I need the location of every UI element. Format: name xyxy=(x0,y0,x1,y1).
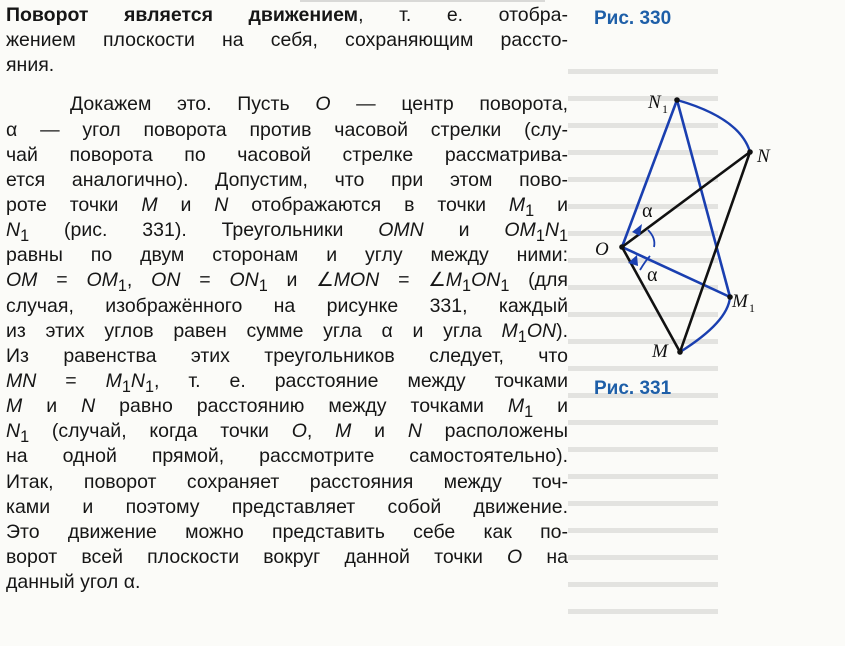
text-run: ется аналогично). Допустим, что при этом пово- xyxy=(6,168,568,191)
text-line-13 xyxy=(6,319,568,344)
angle-arc-top xyxy=(648,230,654,247)
text-run: и xyxy=(534,193,569,216)
math-var: OM xyxy=(6,269,38,292)
text-run: = xyxy=(36,369,106,392)
text-run: и xyxy=(533,395,568,418)
math-var: M xyxy=(141,193,158,216)
math-var: ON xyxy=(526,319,557,342)
text-run: , т. е. расстояние между точками xyxy=(154,369,568,392)
text-line-18 xyxy=(6,444,568,469)
text-line-23 xyxy=(6,570,568,595)
text-line-4 xyxy=(6,92,568,117)
text-run: ками и поэтому представляет собой движение. xyxy=(6,495,568,518)
text-run: равны по двум сторонам и углу между ними: xyxy=(6,244,568,267)
math-var: MON xyxy=(333,269,380,292)
math-var: M xyxy=(508,193,526,216)
math-var: ON xyxy=(471,269,501,292)
text-line-19 xyxy=(6,470,568,495)
math-var: ON xyxy=(229,269,259,292)
text-run: и xyxy=(22,395,82,418)
math-var: O xyxy=(507,545,523,568)
point-m xyxy=(677,349,683,355)
label-o: O xyxy=(595,239,609,260)
math-var: M xyxy=(335,420,352,443)
math-sub: 1 xyxy=(524,403,534,421)
math-var: MN xyxy=(6,369,37,392)
math-sub: 1 xyxy=(117,277,127,296)
text-run: — центр поворота, xyxy=(330,93,568,116)
segment-n1-m1 xyxy=(677,100,730,297)
text-line-7 xyxy=(6,168,568,193)
label-alpha-bottom: α xyxy=(647,264,658,286)
text-run: = xyxy=(37,269,87,292)
math-var: M xyxy=(501,319,518,342)
math-var: M xyxy=(445,269,463,292)
math-var: N xyxy=(130,369,145,392)
text-run: чай поворота по часовой стрелке рассматрива- xyxy=(6,143,568,166)
math-sub: 1 xyxy=(462,277,472,296)
text-line-2 xyxy=(6,28,568,53)
text-run: и xyxy=(157,193,215,216)
math-var: N xyxy=(407,420,422,443)
text-line-12 xyxy=(6,294,568,319)
text-line-16 xyxy=(6,394,568,419)
math-var: N xyxy=(214,193,229,216)
text-run: отображаются в точки xyxy=(228,193,509,216)
label-n1-sub: 1 xyxy=(662,102,668,116)
text-line-17 xyxy=(6,419,568,447)
text-run: на xyxy=(522,545,568,568)
math-var: N xyxy=(544,219,559,242)
text-line-15 xyxy=(6,369,568,394)
text-line-1 xyxy=(6,3,568,28)
label-n1: N xyxy=(648,92,661,113)
text-run: и ∠ xyxy=(267,269,334,292)
paragraph-gap xyxy=(6,78,568,92)
math-sub: 1 xyxy=(535,227,545,246)
text-run: ). xyxy=(556,319,568,342)
segment-n-m xyxy=(680,152,750,352)
text-run: яния. xyxy=(6,54,55,77)
text-run: Докажем это. Пусть xyxy=(70,93,316,116)
text-line-20 xyxy=(6,495,568,520)
text-run: данный угол α. xyxy=(6,571,141,594)
math-var: O xyxy=(315,93,331,116)
point-o xyxy=(619,244,625,250)
text-run: равно расстоянию между точками xyxy=(95,395,508,418)
text-run: , xyxy=(126,269,152,292)
math-var: M xyxy=(105,369,122,392)
math-var: N xyxy=(6,420,21,443)
math-var: OM xyxy=(504,219,536,242)
math-sub: 1 xyxy=(20,227,30,246)
text-line-9 xyxy=(6,218,568,246)
text-run: и xyxy=(423,219,505,242)
math-sub: 1 xyxy=(517,327,527,346)
text-run: роте точки xyxy=(6,193,142,216)
text-run: случая, изображённого на рисунке 331, каждый xyxy=(6,294,568,317)
math-var: OMN xyxy=(378,219,424,242)
text-line-10 xyxy=(6,243,568,268)
bleed-through-top xyxy=(300,0,545,2)
math-var: M xyxy=(6,395,23,418)
text-run: Из равенства этих треугольников следует, что xyxy=(6,344,568,367)
math-sub: 1 xyxy=(525,201,535,220)
math-var: ON xyxy=(151,269,181,292)
text-run: Итак, поворот сохраняет расстояния между точ- xyxy=(6,470,568,493)
math-sub: 1 xyxy=(258,277,268,296)
text-line-5 xyxy=(6,118,568,143)
text-run: расположены xyxy=(421,420,568,443)
arc-m-m1 xyxy=(680,297,730,352)
text-run: Это движение можно представить себе как по- xyxy=(6,520,568,543)
text-line-14 xyxy=(6,344,568,369)
math-var: O xyxy=(291,420,307,443)
rotation-diagram xyxy=(570,60,800,370)
math-var: M xyxy=(507,395,525,418)
math-sub: 1 xyxy=(144,377,155,396)
text-run: (случай, когда точки xyxy=(29,420,292,443)
text-run: , xyxy=(306,420,336,443)
text-run: и xyxy=(351,420,408,443)
text-line-6 xyxy=(6,143,568,168)
text-line-3 xyxy=(6,53,568,78)
figure-caption-331: Рис. 331 xyxy=(594,378,672,399)
label-n: N xyxy=(757,146,770,167)
text-run: = xyxy=(180,269,230,292)
text-run: α — угол поворота против часовой стрелки (слу- xyxy=(6,118,568,141)
text-line-21 xyxy=(6,520,568,545)
segment-o-n1 xyxy=(622,100,677,247)
text-run: на одной прямой, рассмотрите самостоятельно). xyxy=(6,445,568,468)
text-run: (рис. 331). Треугольники xyxy=(29,219,379,242)
text-run: = ∠ xyxy=(379,269,446,292)
math-sub: 1 xyxy=(558,227,568,246)
text-line-22 xyxy=(6,545,568,570)
label-m: M xyxy=(652,341,668,362)
figure-caption-330: Рис. 330 xyxy=(594,8,672,29)
term-rotation-is-motion: Поворот является движением xyxy=(6,4,359,26)
text-run: , т. е. отобра- xyxy=(358,4,568,26)
rotation-figure xyxy=(570,60,800,375)
point-n xyxy=(747,149,753,155)
text-line-8 xyxy=(6,193,568,218)
text-run: жением плоскости на себя, сохраняющим расстo- xyxy=(6,29,568,52)
label-m1: M xyxy=(732,291,748,312)
main-text xyxy=(6,3,568,595)
text-run: (для xyxy=(509,269,568,292)
math-sub: 1 xyxy=(500,277,510,296)
math-sub: 1 xyxy=(20,428,30,447)
math-var: N xyxy=(6,219,21,242)
label-alpha-top: α xyxy=(642,200,653,222)
text-line-11 xyxy=(6,268,568,296)
text-run: ворот всей плоскости вокруг данной точки xyxy=(6,545,508,568)
math-var: N xyxy=(81,395,96,418)
point-n1 xyxy=(674,97,680,103)
text-run: из этих углов равен сумме угла α и угла xyxy=(6,319,502,342)
math-sub: 1 xyxy=(121,377,131,396)
label-m1-sub: 1 xyxy=(749,301,755,315)
math-var: OM xyxy=(86,269,118,292)
